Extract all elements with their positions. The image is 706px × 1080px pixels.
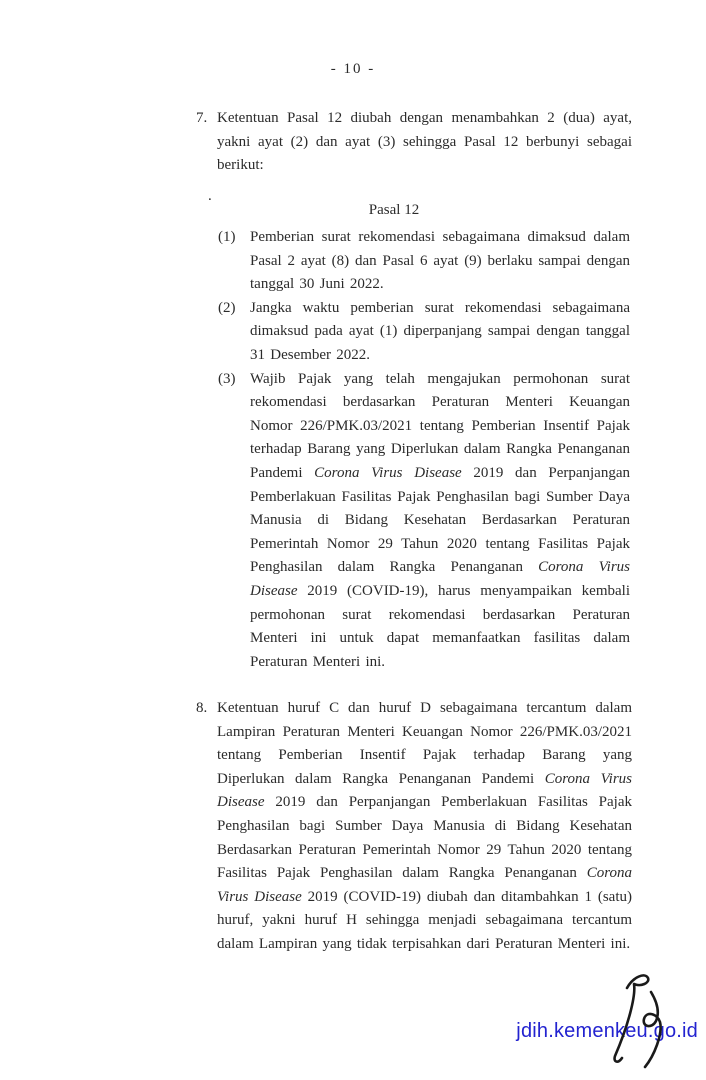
clause-2: [218, 297, 630, 368]
clause-1-text: [250, 226, 630, 297]
clause-3-text: [250, 368, 630, 675]
page-number: - 10 -: [330, 61, 376, 77]
clause-2-marker: (2): [218, 299, 236, 316]
clause-2-text: [250, 297, 630, 368]
pasal-12-clause-list: [218, 226, 630, 674]
pasal-12-heading: Pasal 12: [368, 202, 420, 218]
list-item-8-text: [217, 697, 632, 957]
clause-1: [218, 226, 630, 297]
list-item-8-marker: 8.: [196, 700, 208, 716]
text-run: 2019 dan Perpanjangan Pemberlakuan Fasilitas Pajak Penghasilan bagi Sumber Daya Manusia di Bidang Kesehatan Berdasarkan Peraturan Pemerintah Nomor 29 Tahun 2020 tentang Fasilitas Pajak Penghasilan dalam Rangka Penanganan: [217, 794, 632, 882]
text-run: 2019 (COVID-19) diubah dan ditambahkan 1 (satu) huruf, yakni huruf H sehingga menjadi sebagaimana tercantum dalam Lampiran yang tidak terpisahkan dari Peraturan Menteri ini.: [217, 888, 632, 952]
italic-text-run: Corona Virus Disease: [217, 865, 632, 905]
clause-3: [218, 368, 630, 675]
clause-3-marker: (3): [218, 370, 236, 387]
footer-link[interactable]: jdih.kemenkeu.go.id: [516, 1020, 698, 1042]
clause-1-marker: (1): [218, 229, 236, 245]
list-item-7-text: Ketentuan Pasal 12 diubah dengan menambahkan 2 (dua) ayat, yakni ayat (2) dan ayat (3) sehingga Pasal 12 berbunyi sebagai berikut:: [217, 110, 632, 174]
italic-text-run: Corona Virus Disease: [314, 464, 462, 481]
text-run: Ketentuan huruf C dan huruf D sebagaimana tercantum dalam Lampiran Peraturan Menteri Keuangan Nomor 226/PMK.03/2021 tentang Pemberian Insentif Pajak terhadap Barang yang Diperlukan dalam Rangka Penanganan Pandemi: [217, 700, 632, 787]
text-run: Wajib Pajak yang telah mengajukan permohonan surat rekomendasi berdasarkan Peraturan Menteri Keuangan Nomor 226/PMK.03/2021 tentang Pemberian Insentif Pajak terhadap Barang yang Diperlukan dalam Rangka Penanganan Pandemi: [250, 370, 630, 481]
list-item-8: [196, 697, 632, 957]
text-run: Jangka waktu pemberian surat rekomendasi sebagaimana dimaksud pada ayat (1) diperpanjang sampai dengan tanggal 31 Desember 2022.: [250, 299, 630, 363]
text-run: 2019 (COVID-19), harus menyampaikan kembali permohonan surat rekomendasi berdasarkan Peraturan Menteri ini untuk dapat memanfaatkan fasilitas dalam Peraturan Menteri ini.: [250, 582, 630, 670]
italic-text-run: Corona Virus Disease: [217, 770, 632, 811]
text-run: Pemberian surat rekomendasi sebagaimana dimaksud dalam Pasal 2 ayat (8) dan Pasal 6 ayat (9) berlaku sampai dengan tanggal 30 Juni 2022.: [250, 229, 630, 293]
signature-stroke-1: [615, 975, 649, 1061]
stray-dot-mark: .: [208, 188, 212, 204]
italic-text-run: Corona Virus Disease: [250, 559, 630, 599]
list-item-7: [196, 107, 632, 178]
text-run: 2019 dan Perpanjangan Pemberlakuan Fasilitas Pajak Penghasilan bagi Sumber Daya Manusia di Bidang Kesehatan Berdasarkan Peraturan Pemerintah Nomor 29 Tahun 2020 tentang Fasilitas Pajak Penghasilan dalam Rangka Penanganan: [250, 464, 630, 576]
list-item-7-marker: 7.: [196, 110, 208, 126]
